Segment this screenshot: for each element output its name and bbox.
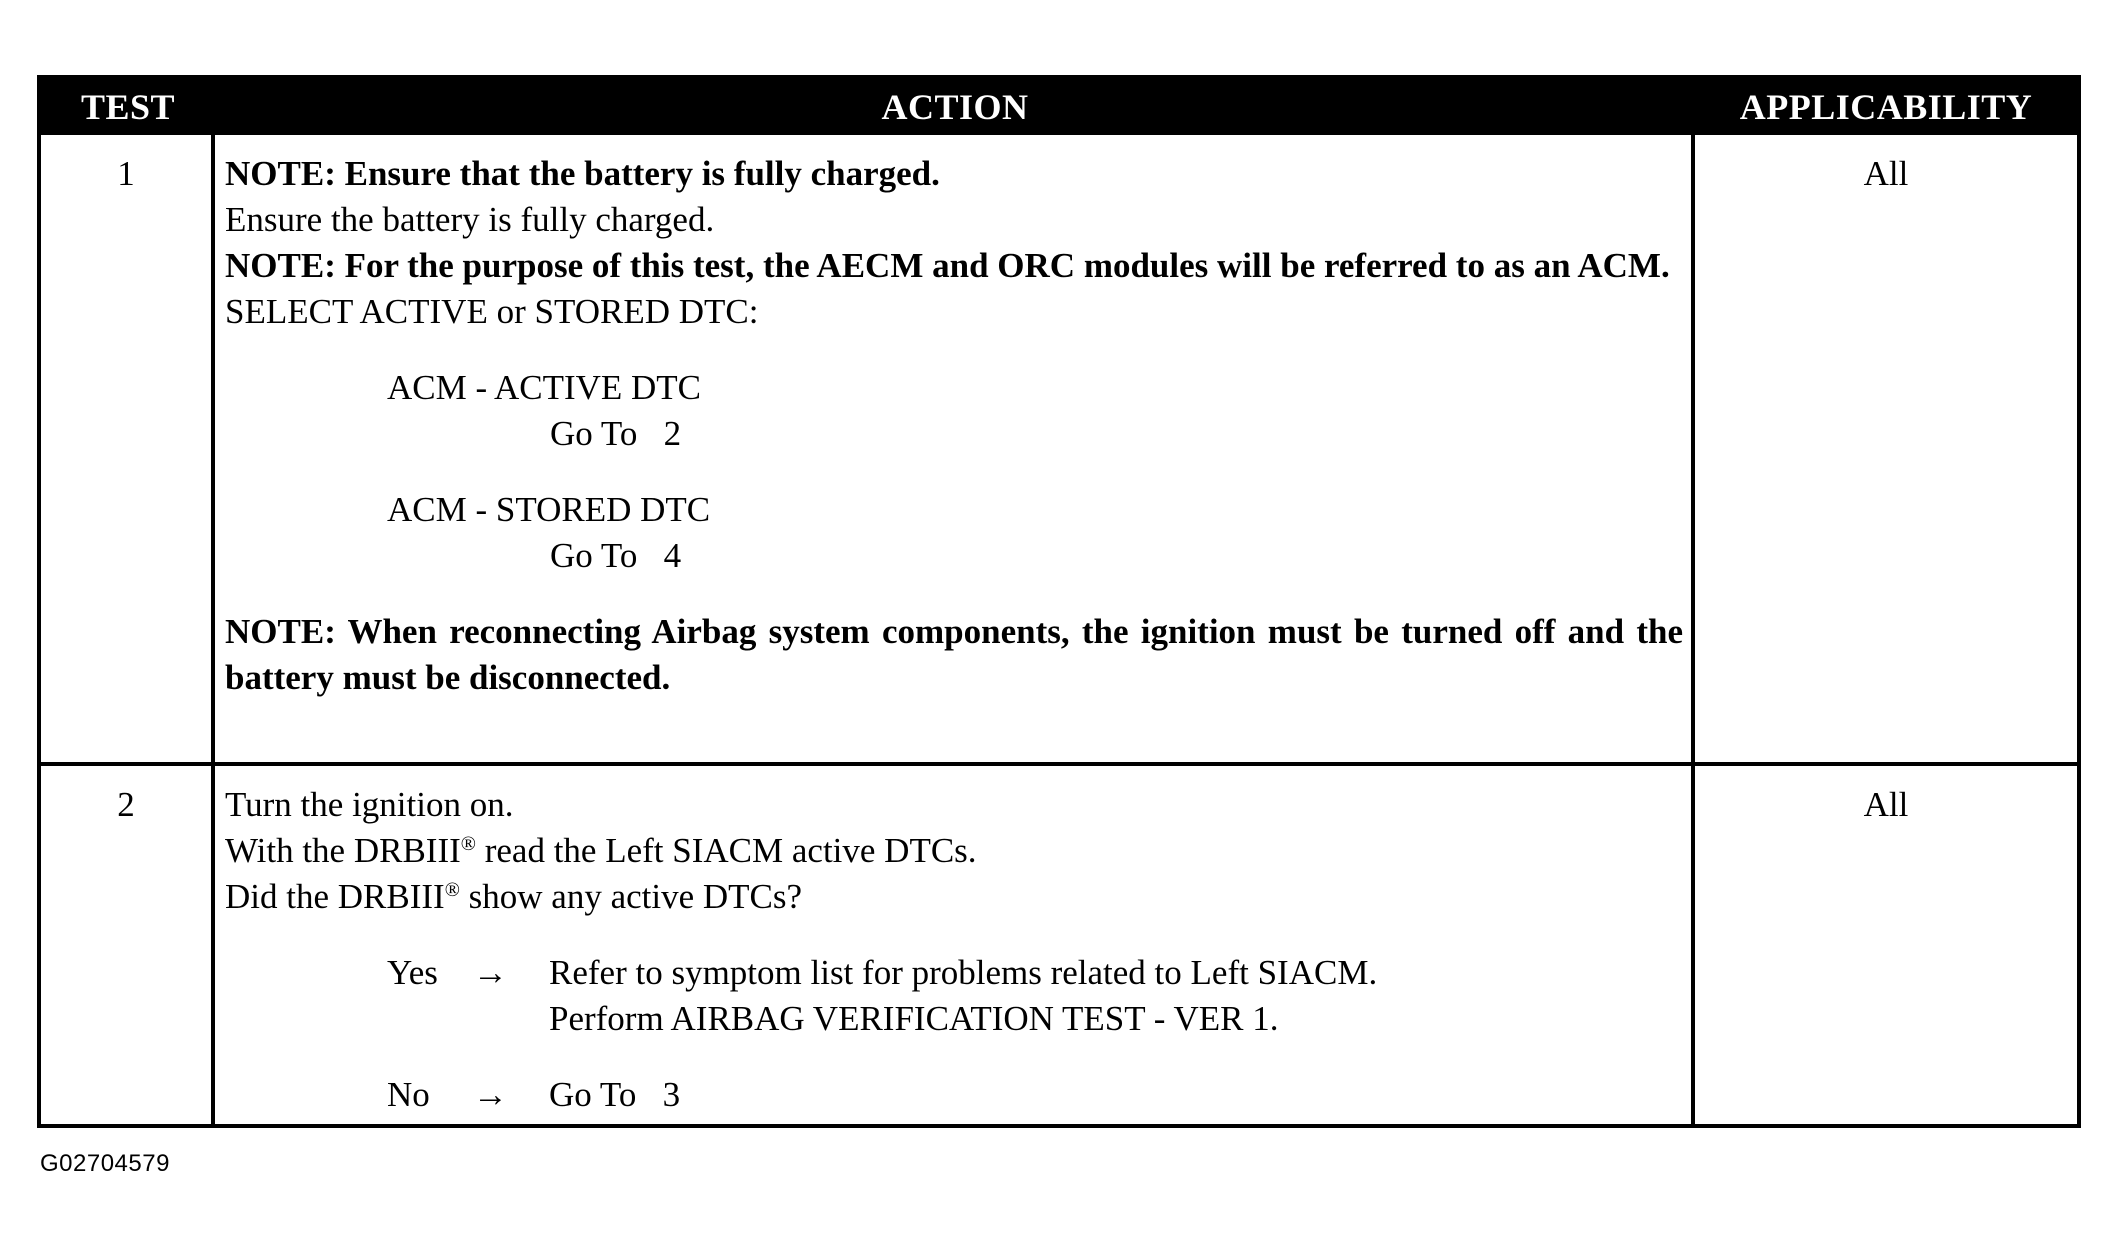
question-active-dtcs bbox=[225, 874, 1683, 920]
action-cell-1 bbox=[215, 135, 1695, 766]
note-reconnecting-airbag: NOTE: When reconnecting Airbag system components, the ignition must be turned off and the battery must be disconnected. bbox=[225, 612, 1683, 697]
read-dtcs-pre: With the DRBIII bbox=[225, 831, 461, 870]
answer-yes-label: Yes bbox=[387, 953, 438, 992]
answer-no bbox=[387, 1072, 1683, 1118]
header-action: ACTION bbox=[215, 79, 1695, 135]
arrow-right-icon: → bbox=[473, 953, 508, 992]
option-stored-goto: Go To 4 bbox=[550, 536, 682, 575]
action-cell-2 bbox=[215, 766, 1695, 1124]
registered-mark: ® bbox=[444, 879, 460, 901]
note-battery-charged: NOTE: Ensure that the battery is fully charged. bbox=[225, 154, 940, 193]
question-post: show any active DTCs? bbox=[459, 877, 803, 916]
header-applicability: APPLICABILITY bbox=[1695, 79, 2077, 135]
answer-yes-line2: Perform AIRBAG VERIFICATION TEST - VER 1. bbox=[549, 999, 1279, 1038]
instruction-battery: Ensure the battery is fully charged. bbox=[225, 200, 715, 239]
note-acm-definition: NOTE: For the purpose of this test, the AECM and ORC modules will be referred to as an ACM. bbox=[225, 246, 1670, 285]
option-stored-label: ACM - STORED DTC bbox=[387, 490, 711, 529]
test-number-1: 1 bbox=[41, 135, 215, 766]
select-prompt: SELECT ACTIVE or STORED DTC: bbox=[225, 292, 759, 331]
answer-yes-line1: Refer to symptom list for problems related to Left SIACM. bbox=[549, 953, 1378, 992]
figure-id: G02704579 bbox=[40, 1150, 170, 1177]
registered-mark: ® bbox=[460, 833, 476, 855]
applicability-2: All bbox=[1863, 785, 1909, 824]
answer-yes bbox=[387, 950, 1683, 1042]
answer-no-text: Go To 3 bbox=[549, 1075, 681, 1114]
question-pre: Did the DRBIII bbox=[225, 877, 445, 916]
option-active-goto: Go To 2 bbox=[550, 414, 682, 453]
header-test: TEST bbox=[41, 79, 215, 135]
applicability-1: All bbox=[1695, 135, 2077, 766]
arrow-right-icon: → bbox=[473, 1075, 508, 1114]
option-stored-dtc bbox=[387, 487, 1683, 579]
answer-no-label: No bbox=[387, 1075, 430, 1114]
instruction-read-dtcs bbox=[225, 828, 1683, 874]
answer-yes-text bbox=[549, 950, 1683, 1042]
option-active-label: ACM - ACTIVE DTC bbox=[387, 368, 702, 407]
test-number-2: 2 bbox=[41, 766, 215, 1124]
option-active-dtc bbox=[387, 365, 1683, 457]
read-dtcs-post: read the Left SIACM active DTCs. bbox=[475, 831, 977, 870]
diagnostic-test-table bbox=[37, 75, 2081, 1128]
instruction-ignition-on: Turn the ignition on. bbox=[225, 785, 514, 824]
